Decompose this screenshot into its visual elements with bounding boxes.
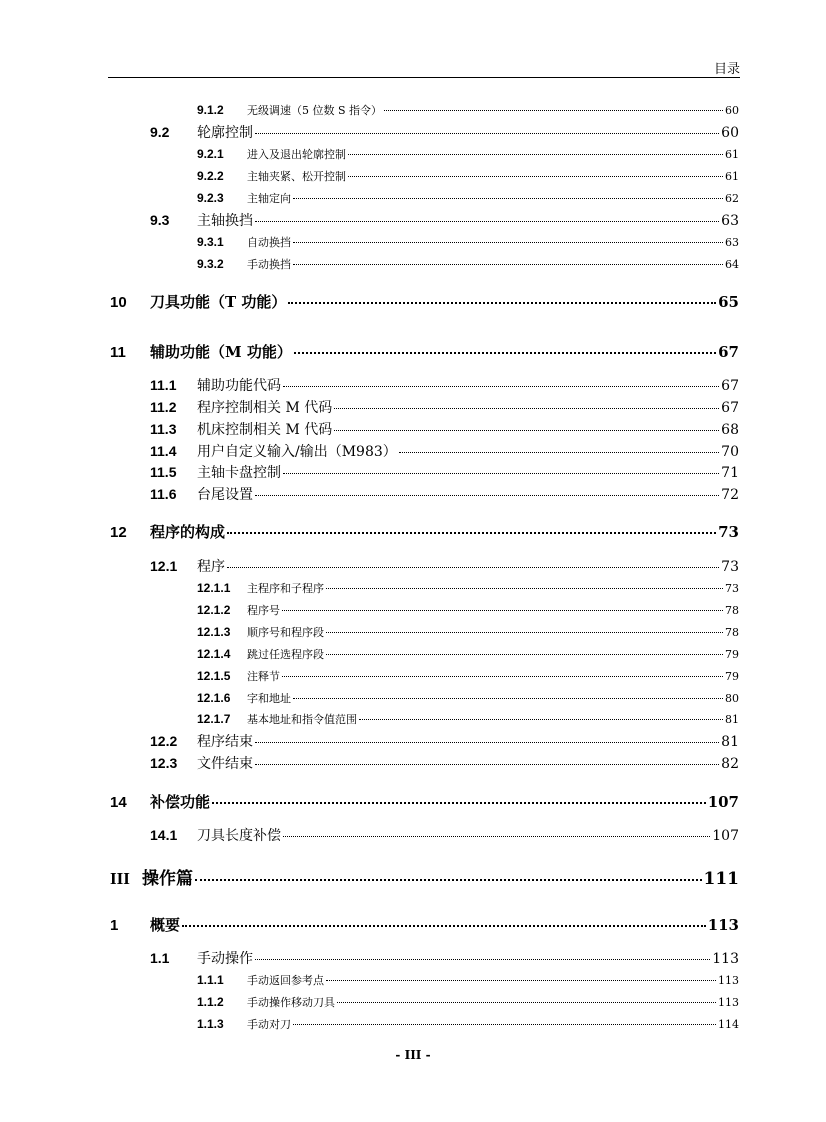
toc-entry[interactable] <box>197 256 739 271</box>
entry-number: 14.1 <box>150 827 178 843</box>
entry-title: 程序的构成 <box>150 523 226 541</box>
toc-entry[interactable] <box>197 624 739 639</box>
toc-entry[interactable] <box>197 146 739 161</box>
entry-number: 9.3 <box>150 212 170 228</box>
entry-title: 轮廓控制 <box>197 125 253 141</box>
dot-leader <box>282 676 723 677</box>
toc-entry[interactable] <box>150 375 739 393</box>
entry-number: 9.3.1 <box>197 234 224 249</box>
dot-leader <box>384 110 723 111</box>
entry-page: 81 <box>725 712 739 726</box>
entry-page: 73 <box>721 559 739 575</box>
dot-leader <box>283 386 719 387</box>
entry-number: 12.1 <box>150 558 178 574</box>
entry-page: 60 <box>725 103 739 117</box>
entry-number: 9.3.2 <box>197 256 224 271</box>
dot-leader <box>227 532 716 534</box>
entry-page: 79 <box>725 669 739 683</box>
entry-page: 113 <box>718 973 739 987</box>
toc-entry[interactable] <box>197 190 739 205</box>
entry-number: 1.1.3 <box>197 1016 224 1031</box>
entry-title: 主轴卡盘控制 <box>197 465 281 481</box>
entry-title: 手动操作移动刀具 <box>247 995 335 1009</box>
dot-leader <box>326 632 723 633</box>
entry-page: 68 <box>721 422 739 438</box>
entry-number: 11.2 <box>150 399 177 415</box>
dot-leader <box>255 959 710 960</box>
entry-number: 10 <box>110 294 127 311</box>
entry-number: 9.2.2 <box>197 168 224 183</box>
toc-entry[interactable] <box>197 580 739 595</box>
entry-number: 12.1.7 <box>197 711 231 726</box>
entry-page: 79 <box>725 647 739 661</box>
toc-entry[interactable] <box>150 462 739 480</box>
entry-title: 操作篇 <box>142 869 193 889</box>
toc-entry[interactable] <box>110 914 739 934</box>
entry-number: 11.5 <box>150 464 177 480</box>
toc-entry[interactable] <box>150 441 739 459</box>
entry-number: 1.1 <box>150 950 170 966</box>
dot-leader <box>283 836 710 837</box>
entry-title: 主轴换挡 <box>197 213 253 229</box>
entry-page: 113 <box>718 995 739 1009</box>
entry-number: 1 <box>110 917 119 934</box>
entry-page: 60 <box>721 125 739 141</box>
entry-page: 80 <box>725 691 739 705</box>
entry-page: 111 <box>703 869 739 889</box>
dot-leader <box>326 654 723 655</box>
entry-title: 程序 <box>197 559 225 575</box>
dot-leader <box>293 242 723 243</box>
entry-title: 注释节 <box>247 669 280 683</box>
toc-entry[interactable] <box>197 668 739 683</box>
running-header: 目录 <box>713 62 740 77</box>
entry-page: 113 <box>712 951 739 967</box>
toc-entry[interactable] <box>197 168 739 183</box>
dot-leader <box>255 764 719 765</box>
entry-page: 61 <box>725 169 739 183</box>
toc-entry[interactable] <box>197 602 739 617</box>
dot-leader <box>334 430 719 431</box>
entry-number: 11.1 <box>150 377 177 393</box>
entry-page: 82 <box>721 756 739 772</box>
dot-leader <box>337 1002 716 1003</box>
toc-entry[interactable] <box>110 291 739 311</box>
entry-number: 12.1.3 <box>197 624 231 639</box>
entry-page: 107 <box>707 793 739 811</box>
entry-title: 手动换挡 <box>247 257 291 271</box>
entry-title: 程序控制相关 M 代码 <box>197 400 333 416</box>
entry-title: 程序结束 <box>197 734 253 750</box>
entry-title: 进入及退出轮廓控制 <box>247 147 346 161</box>
dot-leader <box>255 742 719 743</box>
entry-title: 机床控制相关 M 代码 <box>197 422 333 438</box>
toc-entry[interactable] <box>150 825 739 843</box>
entry-page: 63 <box>721 213 739 229</box>
dot-leader <box>293 1024 716 1025</box>
entry-title: 主程序和子程序 <box>247 581 324 595</box>
entry-page: 64 <box>725 257 739 271</box>
toc-entry[interactable] <box>150 210 739 228</box>
entry-number: 11.4 <box>150 443 177 459</box>
entry-title: 台尾设置 <box>197 487 253 503</box>
entry-title: 辅助功能代码 <box>197 378 281 394</box>
dot-leader <box>293 198 723 199</box>
toc-entry[interactable] <box>150 731 739 749</box>
entry-title: 刀具功能（T 功能） <box>150 293 287 311</box>
entry-number: III <box>110 869 130 888</box>
entry-number: 9.1.2 <box>197 102 224 117</box>
toc-entry[interactable] <box>197 690 739 705</box>
dot-leader <box>282 610 723 611</box>
entry-number: 12.3 <box>150 755 178 771</box>
entry-title: 文件结束 <box>197 756 253 772</box>
toc-entry[interactable] <box>150 419 739 437</box>
dot-leader <box>293 698 723 699</box>
toc-entry[interactable] <box>197 646 739 661</box>
entry-title: 跳过任选程序段 <box>247 647 324 661</box>
entry-page: 67 <box>721 378 739 394</box>
dot-leader <box>195 879 702 881</box>
entry-number: 12.2 <box>150 733 178 749</box>
toc-entry[interactable] <box>197 1016 739 1031</box>
entry-title: 无级调速（5 位数 S 指令） <box>247 103 383 117</box>
entry-page: 78 <box>725 603 739 617</box>
entry-page: 61 <box>725 147 739 161</box>
entry-number: 12 <box>110 524 127 541</box>
dot-leader <box>334 408 719 409</box>
dot-leader <box>288 302 716 304</box>
entry-number: 14 <box>110 794 127 811</box>
header-rule <box>108 77 740 78</box>
entry-page: 81 <box>721 734 739 750</box>
entry-page: 72 <box>721 487 739 503</box>
entry-number: 12.1.1 <box>197 580 231 595</box>
entry-page: 70 <box>721 444 739 460</box>
toc-entry[interactable] <box>150 948 739 966</box>
entry-number: 12.1.5 <box>197 668 231 683</box>
entry-page: 63 <box>725 235 739 249</box>
entry-page: 73 <box>725 581 739 595</box>
dot-leader <box>293 264 723 265</box>
entry-title: 主轴定向 <box>247 191 291 205</box>
entry-title: 基本地址和指令值范围 <box>247 712 357 726</box>
toc-entry[interactable] <box>197 711 739 726</box>
toc-entry[interactable] <box>197 994 739 1009</box>
entry-title: 程序号 <box>247 603 280 617</box>
dot-leader <box>255 133 719 134</box>
toc-entry[interactable] <box>110 341 739 361</box>
entry-title: 手动对刀 <box>247 1017 291 1031</box>
entry-page: 62 <box>725 191 739 205</box>
entry-title: 用户自定义输入/输出（M983） <box>197 444 397 460</box>
toc-entry[interactable] <box>110 864 739 889</box>
entry-title: 手动返回参考点 <box>247 973 324 987</box>
entry-title: 字和地址 <box>247 691 291 705</box>
dot-leader <box>348 154 723 155</box>
dot-leader <box>212 802 706 804</box>
entry-page: 78 <box>725 625 739 639</box>
toc-entry[interactable] <box>150 122 739 140</box>
entry-page: 114 <box>718 1017 739 1031</box>
entry-page: 113 <box>707 916 739 934</box>
entry-number: 1.1.1 <box>197 972 224 987</box>
toc-entry[interactable] <box>197 102 739 117</box>
dot-leader <box>283 473 719 474</box>
toc-entry[interactable] <box>150 753 739 771</box>
toc-entry[interactable] <box>150 556 739 574</box>
entry-title: 手动操作 <box>197 951 253 967</box>
entry-page: 67 <box>721 400 739 416</box>
toc-entry[interactable] <box>197 234 739 249</box>
entry-number: 11.3 <box>150 421 177 437</box>
entry-number: 9.2.3 <box>197 190 224 205</box>
dot-leader <box>326 980 716 981</box>
toc-entry[interactable] <box>197 972 739 987</box>
entry-title: 顺序号和程序段 <box>247 625 324 639</box>
dot-leader <box>348 176 723 177</box>
entry-page: 71 <box>721 465 739 481</box>
entry-number: 11.6 <box>150 486 177 502</box>
entry-title: 刀具长度补偿 <box>197 828 281 844</box>
dot-leader <box>182 925 706 927</box>
entry-title: 自动换挡 <box>247 235 291 249</box>
entry-number: 9.2 <box>150 124 170 140</box>
toc-entry[interactable] <box>110 791 739 811</box>
entry-page: 73 <box>718 523 739 541</box>
dot-leader <box>294 352 716 354</box>
entry-number: 12.1.6 <box>197 690 231 705</box>
entry-number: 12.1.2 <box>197 602 231 617</box>
dot-leader <box>227 567 719 568</box>
entry-title: 辅助功能（M 功能） <box>150 343 292 361</box>
entry-number: 1.1.2 <box>197 994 224 1009</box>
entry-page: 67 <box>718 343 739 361</box>
dot-leader <box>359 719 723 720</box>
toc-entry[interactable] <box>150 484 739 502</box>
dot-leader <box>255 221 719 222</box>
page-number: - III - <box>395 1048 431 1062</box>
dot-leader <box>399 452 719 453</box>
dot-leader <box>326 588 723 589</box>
entry-number: 12.1.4 <box>197 646 231 661</box>
entry-number: 11 <box>110 344 126 361</box>
entry-title: 主轴夹紧、松开控制 <box>247 169 346 183</box>
entry-title: 补偿功能 <box>150 793 211 811</box>
toc-entry[interactable] <box>110 521 739 541</box>
entry-number: 9.2.1 <box>197 146 224 161</box>
dot-leader <box>255 495 719 496</box>
toc-entry[interactable] <box>150 397 739 415</box>
entry-page: 65 <box>718 293 739 311</box>
entry-title: 概要 <box>150 916 181 934</box>
entry-page: 107 <box>712 828 739 844</box>
